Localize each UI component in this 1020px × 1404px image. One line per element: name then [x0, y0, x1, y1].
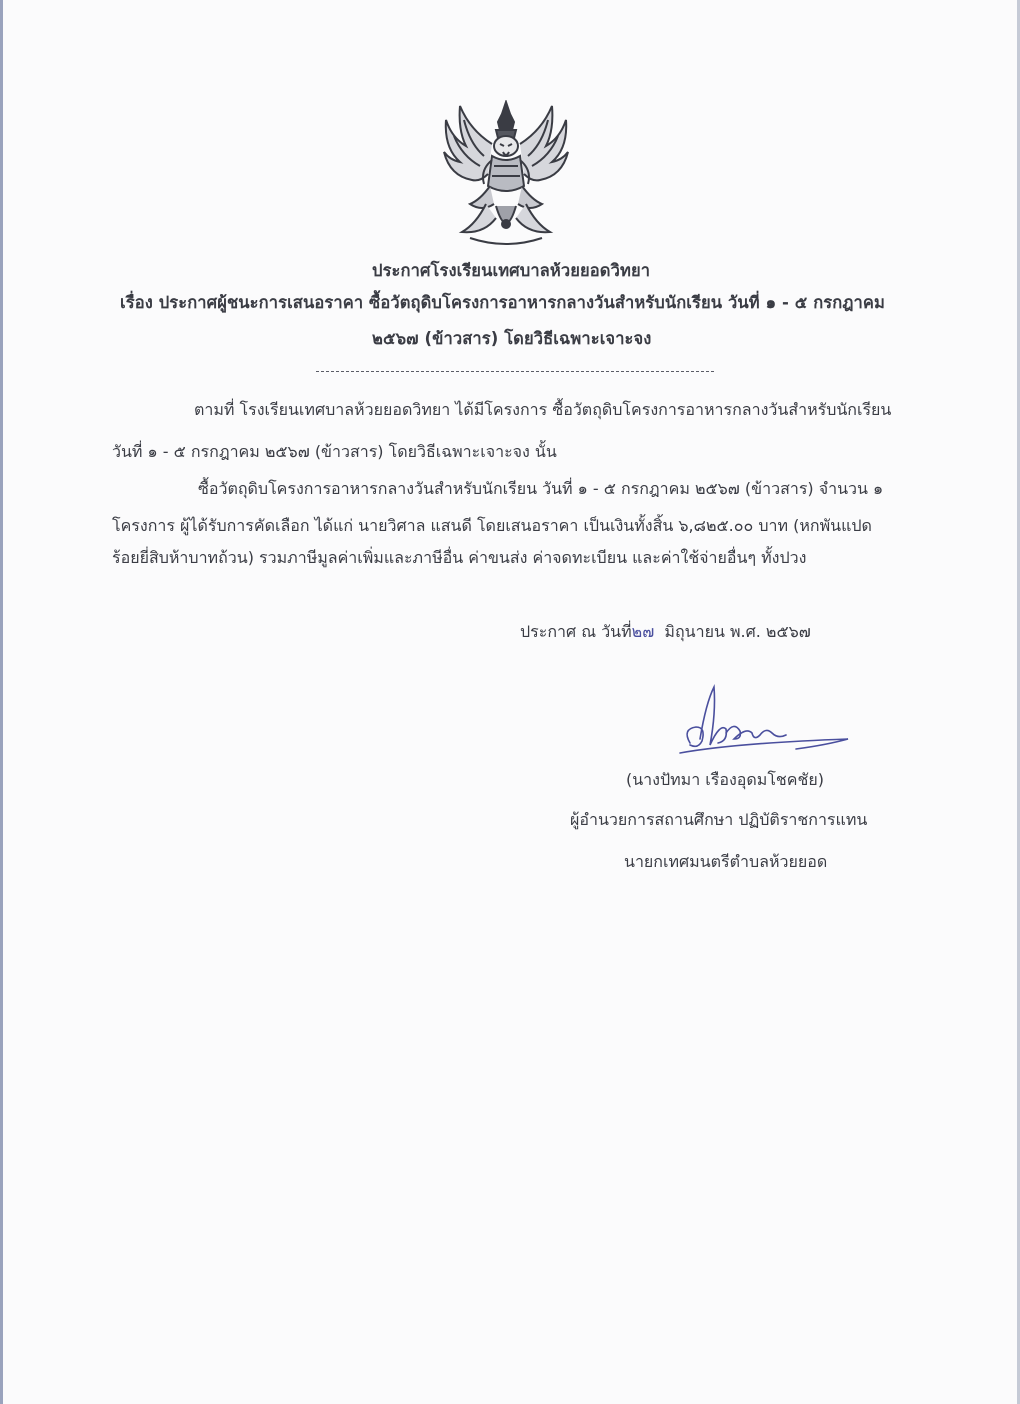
- paragraph-2-line-3: ร้อยยี่สิบห้าบาทถ้วน) รวมภาษีมูลค่าเพิ่มและภาษีอื่น ค่าขนส่ง ค่าจดทะเบียน และค่าใช้จ่ายอื่นๆ ทั้งปวง: [112, 548, 807, 567]
- announcement-month-year: มิถุนายน พ.ศ. ๒๕๖๗: [664, 622, 811, 641]
- paragraph-2-line-1: ซื้อวัตถุดิบโครงการอาหารกลางวันสำหรับนักเรียน วันที่ ๑ - ๕ กรกฎาคม ๒๕๖๗ (ข้าวสาร) จำนวน ๑: [198, 479, 884, 498]
- signer-title-line-1: ผู้อำนวยการสถานศึกษา ปฏิบัติราชการแทน: [570, 810, 868, 829]
- garuda-emblem-icon: [440, 100, 572, 246]
- handwritten-signature-icon: [676, 683, 856, 765]
- signer-title-line-2: นายกเทศมนตรีตำบลห้วยยอด: [624, 852, 828, 871]
- signer-name: (นางปัทมา เรืองอุดมโชคชัย): [626, 770, 824, 789]
- paragraph-1-line-2: วันที่ ๑ - ๕ กรกฎาคม ๒๕๖๗ (ข้าวสาร) โดยวิธีเฉพาะเจาะจง นั้น: [112, 442, 557, 461]
- announcement-prefix: ประกาศ ณ วันที่: [520, 622, 632, 641]
- paragraph-2-line-2: โครงการ ผู้ได้รับการคัดเลือก ได้แก่ นายวิศาล แสนดี โดยเสนอราคา เป็นเงินทั้งสิ้น ๖,๘๒๕.๐๐ บาท (หกพันแปด: [112, 516, 872, 535]
- document-heading: ประกาศโรงเรียนเทศบาลห้วยยอดวิทยา: [372, 261, 651, 280]
- document-subject-line-1: เรื่อง ประกาศผู้ชนะการเสนอราคา ซื้อวัตถุดิบโครงการอาหารกลางวันสำหรับนักเรียน วันที่ ๑ - ๕ กรกฎาคม: [120, 293, 886, 312]
- heading-divider: [316, 371, 714, 372]
- document-subject-line-2: ๒๕๖๗ (ข้าวสาร) โดยวิธีเฉพาะเจาะจง: [372, 329, 652, 348]
- announcement-date: [520, 620, 811, 645]
- scan-edge-left: [0, 0, 3, 1404]
- announcement-day-handwritten: ๒๗: [631, 622, 655, 641]
- paragraph-1-line-1: ตามที่ โรงเรียนเทศบาลห้วยยอดวิทยา ได้มีโครงการ ซื้อวัตถุดิบโครงการอาหารกลางวันสำหรับนักเรียน: [194, 400, 892, 419]
